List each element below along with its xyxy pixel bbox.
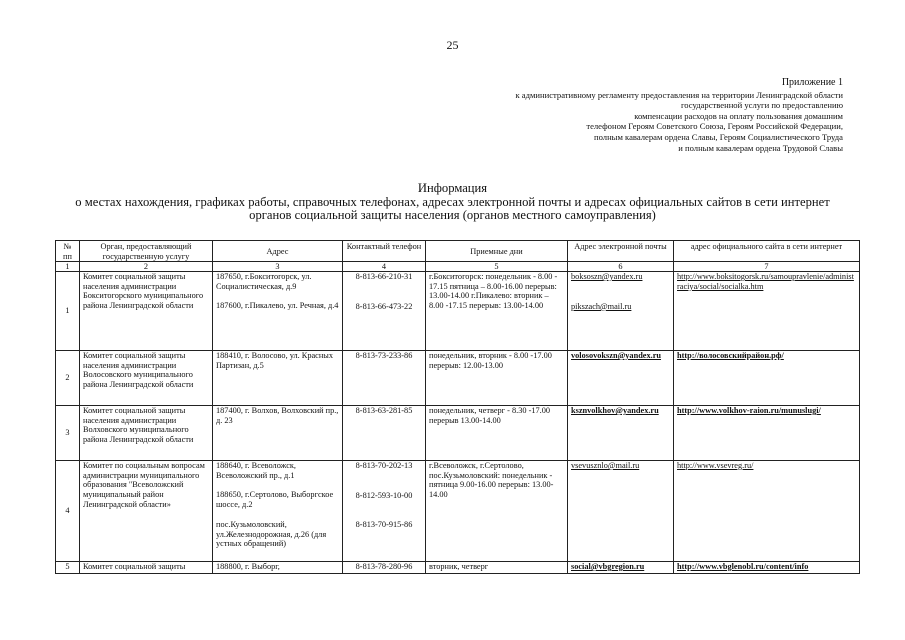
email-link[interactable]: volosovokszn@yandex.ru	[571, 351, 662, 360]
appendix-line: к административному регламенту предоставления на территории Ленинградской области	[515, 89, 843, 100]
email-link[interactable]: boksoszn@yandex.ru	[571, 272, 643, 281]
row-days: вторник, четверг	[426, 562, 568, 574]
appendix-line: полным кавалерам ордена Славы, Героям Социалистического Труда	[594, 131, 843, 142]
row-site	[674, 351, 860, 406]
appendix-block	[515, 78, 843, 153]
row-num: 5	[56, 562, 80, 574]
row-email	[568, 351, 674, 406]
header-org: Орган, предоставляющий государственную услугу	[80, 241, 213, 262]
title-line-2: о местах нахождения, графиках работы, справочных телефонах, адресах электронной почты и адресах официальных сайтов в сети интернет	[75, 194, 830, 209]
col-number: 4	[343, 262, 426, 272]
row-org: Комитет по социальным вопросам администрации муниципального образования "Всеволожский муниципальный район Ленинградской области»	[80, 461, 213, 562]
col-number: 2	[80, 262, 213, 272]
row-num: 4	[56, 461, 80, 562]
title-line-1: Информация	[417, 181, 488, 195]
row-site	[674, 562, 860, 574]
offices-table	[55, 240, 860, 574]
appendix-line: и полным кавалерам ордена Трудовой Славы	[678, 142, 843, 153]
row-num: 3	[56, 406, 80, 461]
phone-line: 8-813-70-202-13	[355, 461, 413, 470]
site-link[interactable]: http://www.vsevreg.ru/	[677, 461, 754, 470]
header-site: адрес официального сайта в сети интернет	[674, 241, 860, 262]
table-row	[56, 406, 860, 461]
table-row	[56, 351, 860, 406]
row-addr	[213, 461, 343, 562]
row-org: Комитет социальной защиты	[80, 562, 213, 574]
table-row	[56, 562, 860, 574]
email-link[interactable]: ksznvolkhov@yandex.ru	[571, 406, 659, 415]
addr-line: 187600, г.Пикалево, ул. Речная, д.4	[216, 301, 339, 311]
row-phone: 8-813-63-281-85	[343, 406, 426, 461]
row-days: г.Всеволожск, г.Сертолово, пос.Кузьмоловский: понедельник - пятница 9.00-16.00 перерыв: 13.00-14.00	[426, 461, 568, 562]
site-link[interactable]: http://www.volkhov-raion.ru/munuslugi/	[677, 406, 821, 415]
row-phone	[343, 272, 426, 351]
table-row	[56, 461, 860, 562]
header-num: № пп	[56, 241, 80, 262]
header-days: Приемные дни	[426, 241, 568, 262]
site-link[interactable]: http://www.vbglenobl.ru/content/info	[677, 562, 809, 571]
row-site	[674, 461, 860, 562]
row-email	[568, 461, 674, 562]
row-addr	[213, 272, 343, 351]
site-link[interactable]: http://волосовскийрайон.рф/	[677, 351, 784, 360]
col-number: 6	[568, 262, 674, 272]
column-number-row	[56, 262, 860, 272]
header-phone: Контактный телефон	[343, 241, 426, 262]
phone-line: 8-813-66-210-31	[355, 272, 413, 281]
col-number: 7	[674, 262, 860, 272]
site-link[interactable]: http://www.boksitogorsk.ru/samoupravlenie/administraciya/social/socialka.htm	[677, 272, 854, 291]
row-addr: 188410, г. Волосово, ул. Красных Партизан, д.5	[213, 351, 343, 406]
phone-line: 8-812-593-10-00	[355, 490, 413, 500]
appendix-line: государственной услуги по предоставлению	[680, 100, 843, 111]
col-number: 1	[56, 262, 80, 272]
row-phone	[343, 461, 426, 562]
appendix-line: телефоном Героям Советского Союза, Героям Российской Федерации,	[586, 121, 843, 132]
col-number: 3	[213, 262, 343, 272]
addr-line: 188650, г.Сертолово, Выборгское шоссе, д.2	[216, 490, 334, 510]
row-days: понедельник, вторник - 8.00 -17.00 перерыв: 12.00-13.00	[426, 351, 568, 406]
row-num: 2	[56, 351, 80, 406]
document-title	[40, 182, 865, 223]
row-num: 1	[56, 272, 80, 351]
row-days: понедельник, четверг - 8.30 -17.00 перерыв 13.00-14.00	[426, 406, 568, 461]
addr-line: пос.Кузьмоловский, ул.Железнодорожная, д.26 (для устных обращений)	[216, 519, 327, 549]
email-link[interactable]: pikszach@mail.ru	[571, 301, 632, 311]
row-phone: 8-813-78-280-96	[343, 562, 426, 574]
title-line-3: органов социальной защиты населения (органов местного самоуправления)	[249, 208, 656, 222]
row-org: Комитет социальной защиты населения администрации Волосовского муниципального района Ленинградской области	[80, 351, 213, 406]
row-addr: 187400, г. Волхов, Волховский пр., д. 23	[213, 406, 343, 461]
row-addr: 188800, г. Выборг,	[213, 562, 343, 574]
row-site	[674, 406, 860, 461]
row-email	[568, 562, 674, 574]
appendix-line: компенсации расходов на оплату пользования домашним	[634, 110, 843, 121]
row-phone: 8-813-73-233-86	[343, 351, 426, 406]
row-site	[674, 272, 860, 351]
header-addr: Адрес	[213, 241, 343, 262]
email-link[interactable]: social@vbgregion.ru	[571, 562, 645, 571]
phone-line: 8-813-66-473-22	[355, 301, 413, 311]
appendix-title: Приложение 1	[781, 77, 843, 88]
addr-line: 187650, г.Бокситогорск, ул. Социалистическая, д.9	[216, 272, 312, 291]
row-email	[568, 272, 674, 351]
row-days: г.Бокситогорск: понедельник - 8.00 - 17.15 пятница – 8.00-16.00 перерыв: 13.00-14.00 г.Пикалево: вторник – 8.00 -17.15 перерыв: 13.00-14.00	[426, 272, 568, 351]
row-org: Комитет социальной защиты населения администрации Волховского муниципального района Ленинградской области	[80, 406, 213, 461]
row-org: Комитет социальной защиты населения администрации Бокситогорского муниципального района Ленинградской области	[80, 272, 213, 351]
table-row	[56, 272, 860, 351]
addr-line: 188640, г. Всеволожск, Всеволожский пр., д.1	[216, 461, 297, 480]
phone-line: 8-813-70-915-86	[355, 520, 413, 530]
col-number: 5	[426, 262, 568, 272]
row-email	[568, 406, 674, 461]
header-email: Адрес электронной почты	[568, 241, 674, 262]
page-number: 25	[446, 38, 459, 52]
table-header-row	[56, 241, 860, 262]
email-link[interactable]: vsevusznlo@mail.ru	[571, 461, 640, 470]
